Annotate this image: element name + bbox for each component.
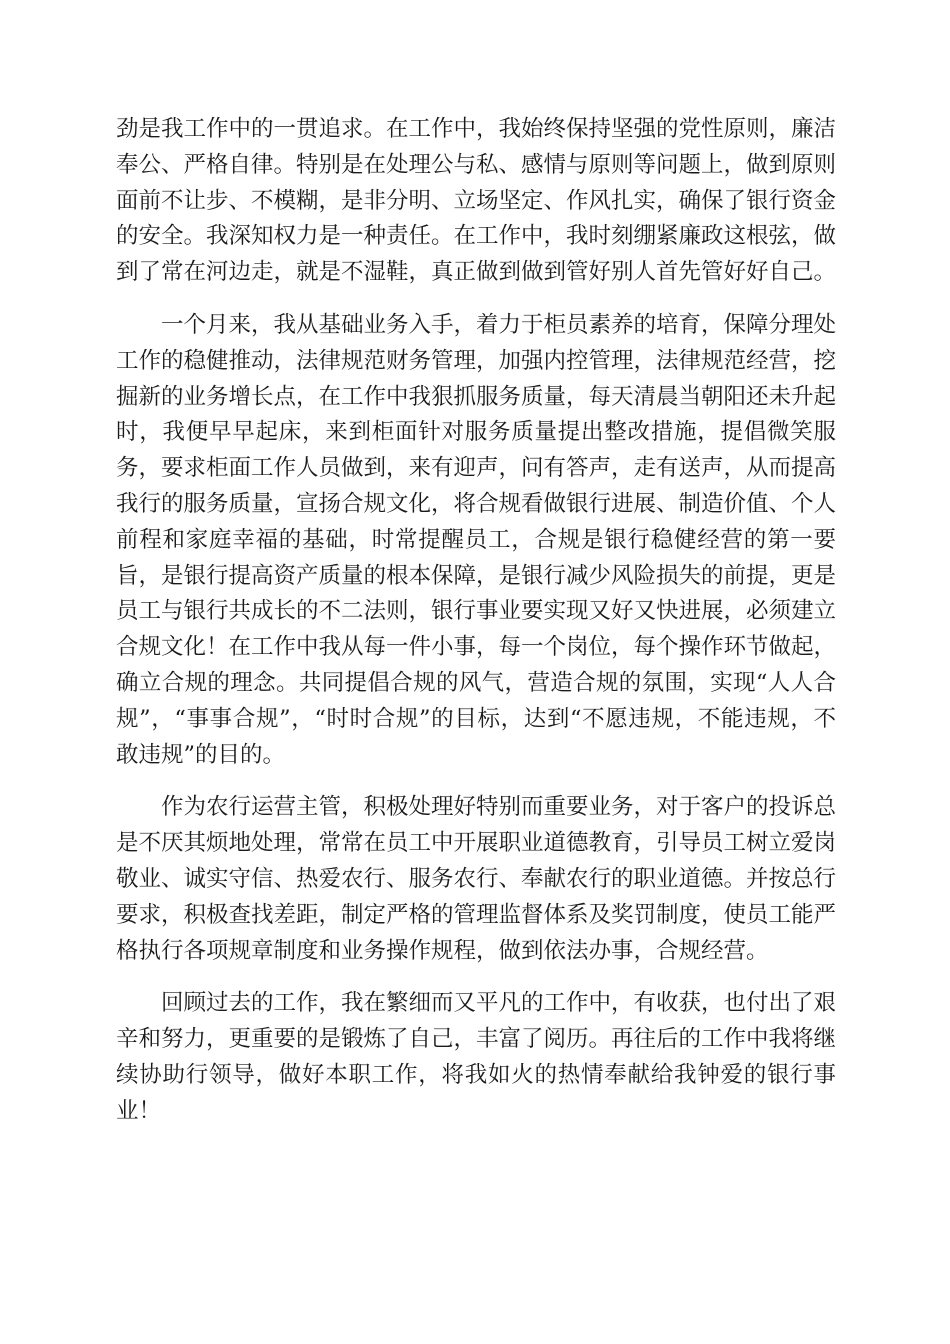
paragraph-operations-supervisor: 作为农行运营主管，积极处理好特别而重要业务，对于客户的投诉总是不厌其烦地处理，常常在员工中开展职业道德教育，引导员工树立爱岗敬业、诚实守信、热爱农行、服务农行、奉献农行的职业道德。并按总行要求，积极查找差距，制定严格的管理监督体系及奖罚制度，使员工能严格执行各项规章制度和业务操作规程，做到依法办事，合规经营。 [116, 794, 837, 964]
paragraph-review: 回顾过去的工作，我在繁细而又平凡的工作中，有收获，也付出了艰辛和努力，更重要的是锻炼了自己，丰富了阅历。再往后的工作中我将继续协助行领导，做好本职工作，将我如火的热情奉献给我钟爱的银行事业！ [116, 990, 837, 1124]
paragraph-continuation: 劲是我工作中的一贯追求。在工作中，我始终保持坚强的党性原则，廉洁奉公、严格自律。特别是在处理公与私、感情与原则等问题上，做到原则面前不让步、不模糊，是非分明、立场坚定、作风扎实，确保了银行资金的安全。我深知权力是一种责任。在工作中，我时刻绷紧廉政这根弦，做到了常在河边走，就是不湿鞋，真正做到做到管好别人首先管好好自己。 [116, 116, 837, 286]
paragraph-service-quality: 一个月来，我从基础业务入手，着力于柜员素养的培育，保障分理处工作的稳健推动，法律规范财务管理，加强内控管理，法律规范经营，挖掘新的业务增长点，在工作中我狠抓服务质量，每天清晨当朝阳还未升起时，我便早早起床，来到柜面针对服务质量提出整改措施，提倡微笑服务，要求柜面工作人员做到，来有迎声，问有答声，走有送声，从而提高我行的服务质量，宣扬合规文化，将合规看做银行进展、制造价值、个人前程和家庭幸福的基础，时常提醒员工，合规是银行稳健经营的第一要旨，是银行提高资产质量的根本保障，是银行减少风险损失的前提，更是员工与银行共成长的不二法则，银行事业要实现又好又快进展，必须建立合规文化！在工作中我从每一件小事，每一个岗位，每个操作环节做起，确立合规的理念。共同提倡合规的风气，营造合规的氛围，实现“人人合规”，“事事合规”，“时时合规”的目标，达到“不愿违规，不能违规，不敢违规”的目的。 [116, 311, 837, 768]
document-body [116, 112, 836, 1130]
